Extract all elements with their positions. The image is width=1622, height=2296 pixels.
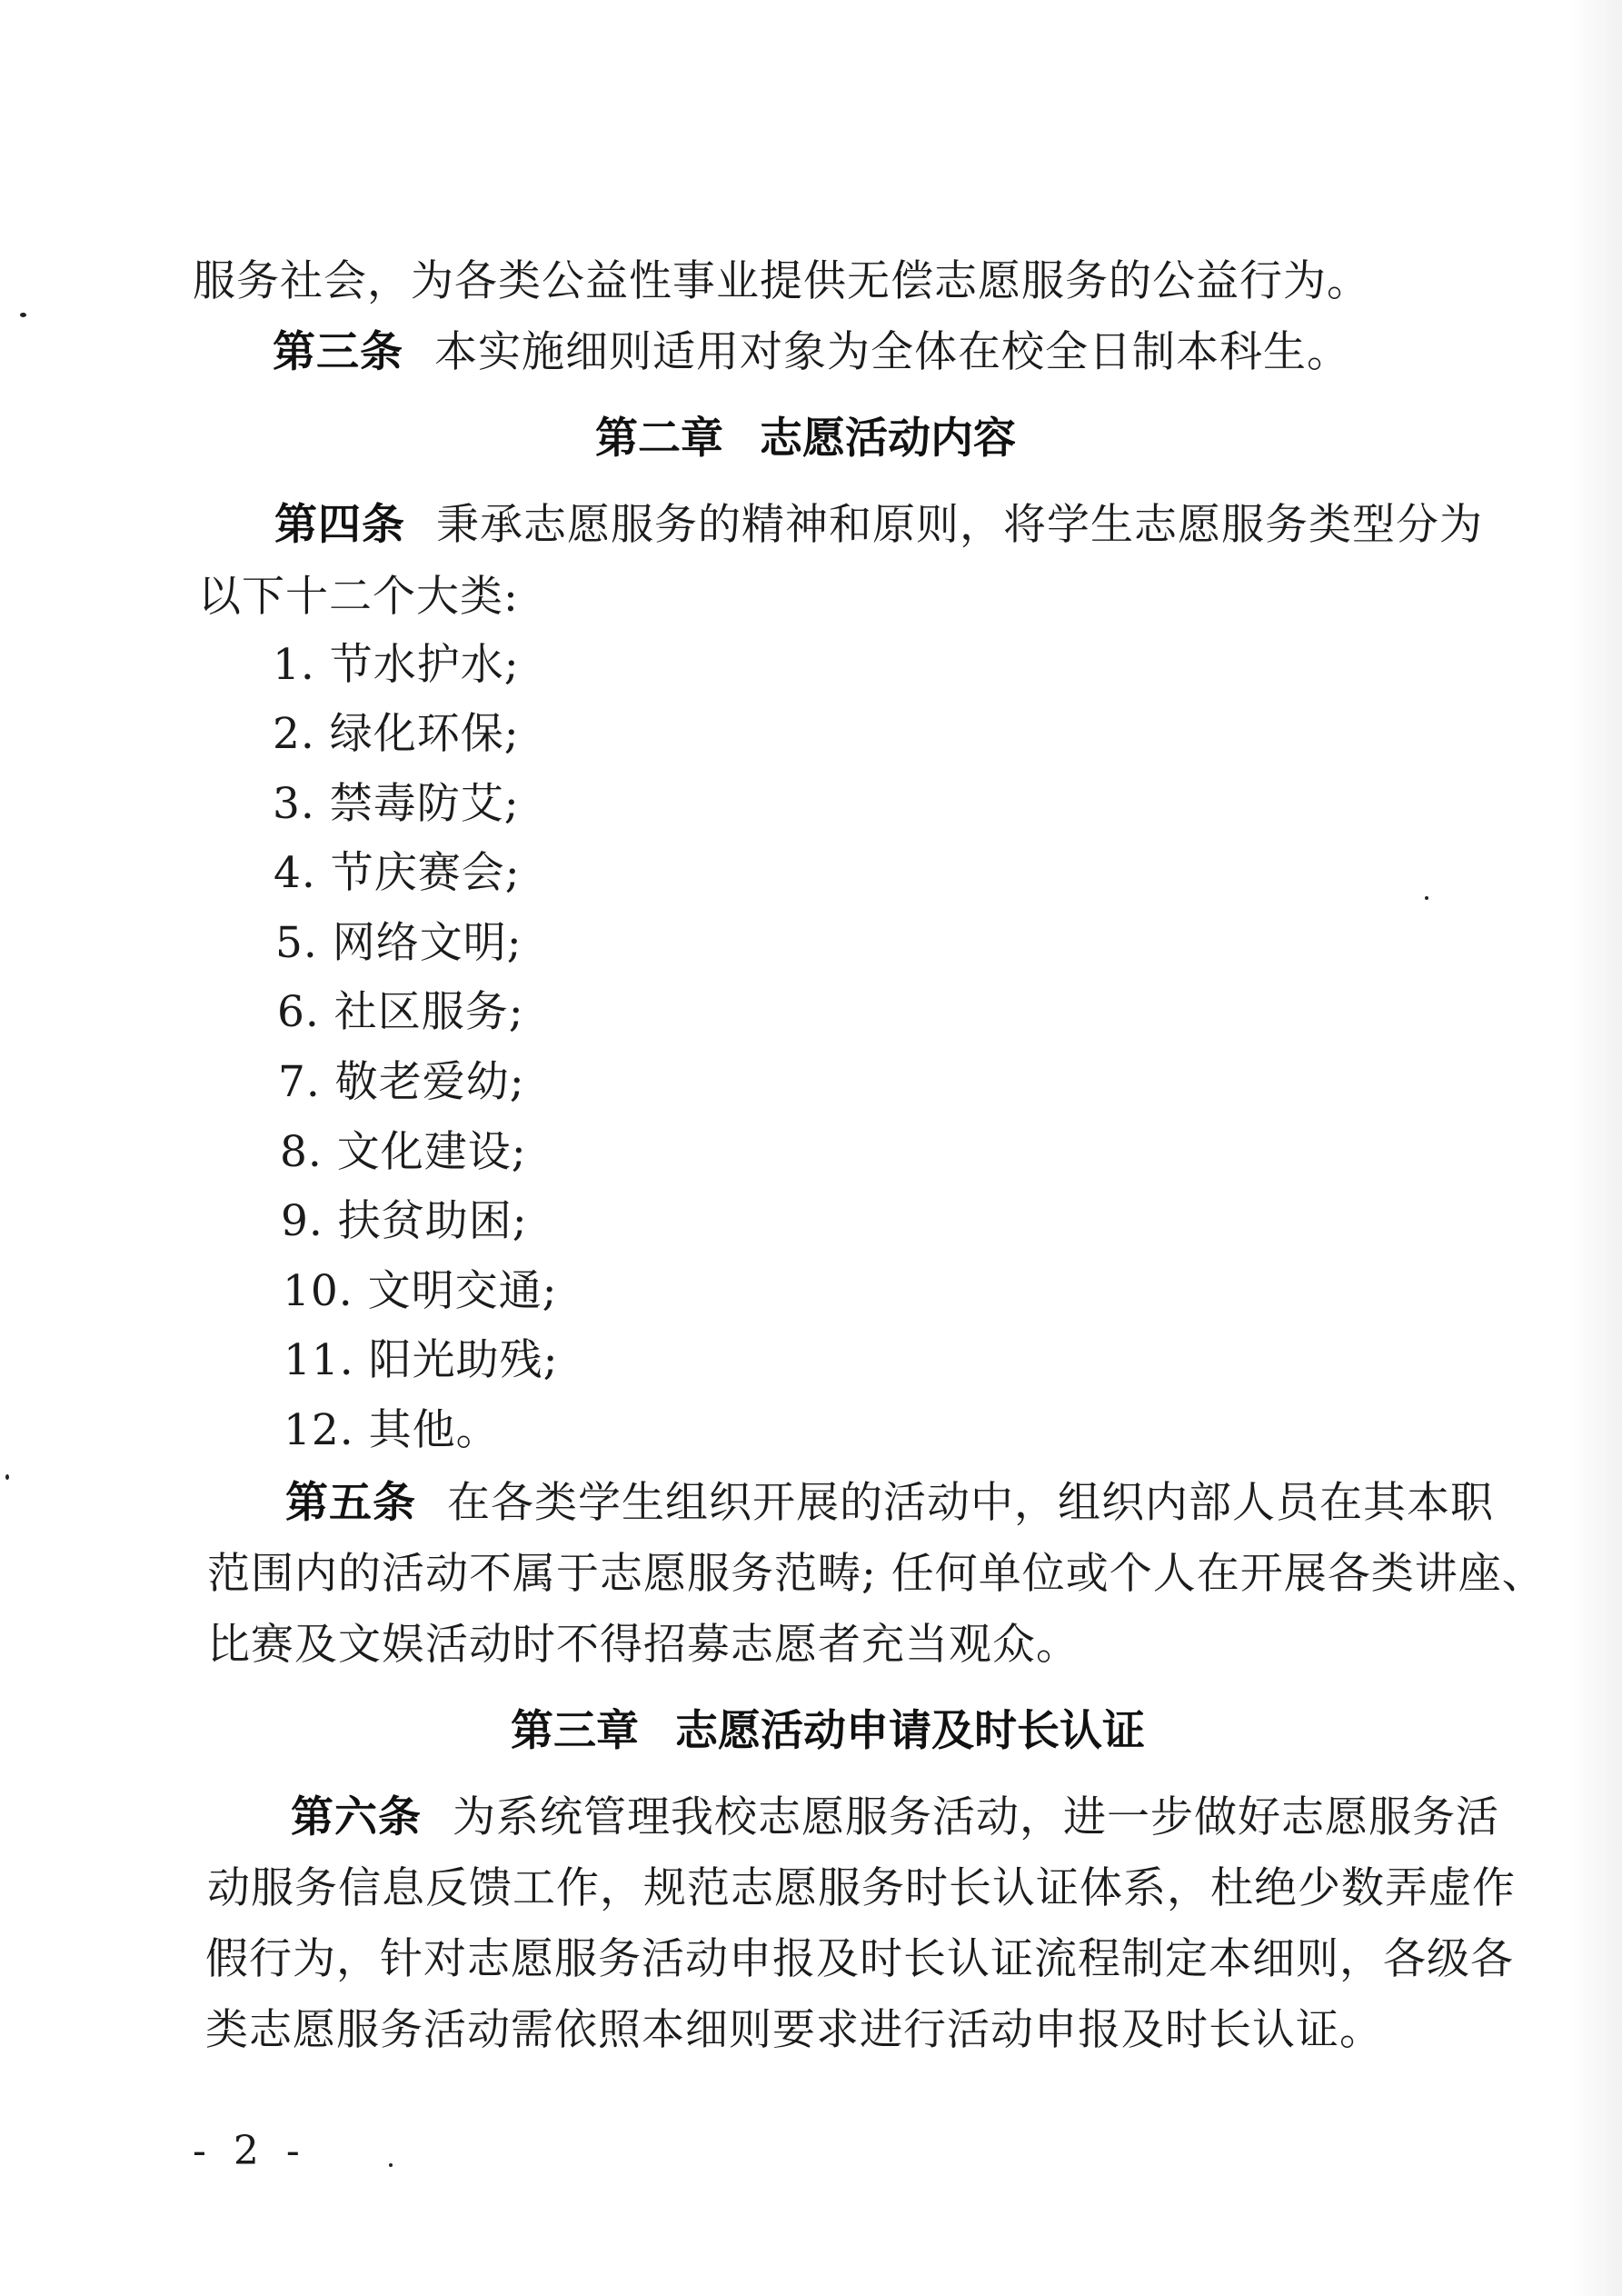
list-item: 6. 社区服务; — [277, 987, 524, 1037]
chapter-2-title: 志愿活动内容 — [760, 414, 1016, 464]
list-item: 5. 网络文明; — [275, 918, 522, 968]
list-item: 7. 敬老爱幼; — [278, 1057, 525, 1107]
chapter-3-heading — [511, 1706, 1145, 1756]
list-item: 8. 文化建设; — [280, 1127, 527, 1177]
article-4 — [274, 500, 1483, 550]
article-6-label: 第六条 — [291, 1792, 422, 1842]
article-3-text: 本实施细则适用对象为全体在校全日制本科生。 — [434, 327, 1350, 377]
chapter-3-number: 第三章 — [511, 1706, 639, 1756]
list-item: 11. 阳光助残; — [284, 1335, 559, 1385]
page-number: - 2 - — [193, 2128, 307, 2174]
article-5-text-3: 比赛及文娱活动时不得招募志愿者充当观众。 — [207, 1620, 1080, 1670]
article-6-text-1: 为系统管理我校志愿服务活动，进一步做好志愿服务活 — [453, 1792, 1499, 1842]
article-6-text-2: 动服务信息反馈工作，规范志愿服务时长认证体系，杜绝少数弄虚作 — [207, 1863, 1516, 1913]
article-6-text-4: 类志愿服务活动需依照本细则要求进行活动申报及时长认证。 — [205, 2005, 1383, 2055]
scan-speck — [389, 2163, 393, 2167]
paragraph-line: 服务社会，为各类公益性事业提供无偿志愿服务的公益行为。 — [193, 256, 1370, 306]
scan-speck — [1425, 896, 1428, 900]
list-item: 12. 其他。 — [284, 1405, 500, 1455]
list-item: 9. 扶贫助困; — [281, 1196, 528, 1246]
article-6 — [291, 1792, 1499, 1842]
article-4-text-2: 以下十二个大类: — [198, 572, 519, 622]
list-item: 1. 节水护水; — [273, 640, 520, 690]
article-3-label: 第三条 — [273, 327, 403, 377]
article-4-text-1: 秉承志愿服务的精神和原则，将学生志愿服务类型分为 — [436, 500, 1483, 550]
article-5-text-2: 范围内的活动不属于志愿服务范畴; 任何单位或个人在开展各类讲座、 — [207, 1549, 1546, 1599]
article-5 — [285, 1478, 1494, 1528]
chapter-2-number: 第二章 — [595, 414, 723, 464]
article-6-text-3: 假行为，针对志愿服务活动申报及时长认证流程制定本细则，各级各 — [205, 1934, 1514, 1984]
list-item: 4. 节庆赛会; — [274, 848, 521, 898]
scan-speck — [5, 1474, 9, 1480]
scan-speck — [20, 313, 26, 317]
chapter-2-heading — [595, 414, 1016, 464]
chapter-3-title: 志愿活动申请及时长认证 — [675, 1706, 1145, 1756]
article-5-label: 第五条 — [285, 1478, 416, 1528]
list-item: 2. 绿化环保; — [273, 709, 520, 759]
list-item: 3. 禁毒防艾; — [273, 779, 520, 829]
article-5-text-1: 在各类学生组织开展的活动中，组织内部人员在其本职 — [447, 1478, 1494, 1528]
article-4-label: 第四条 — [274, 500, 405, 550]
article-3 — [273, 327, 1350, 377]
list-item: 10. 文明交通; — [283, 1266, 558, 1316]
